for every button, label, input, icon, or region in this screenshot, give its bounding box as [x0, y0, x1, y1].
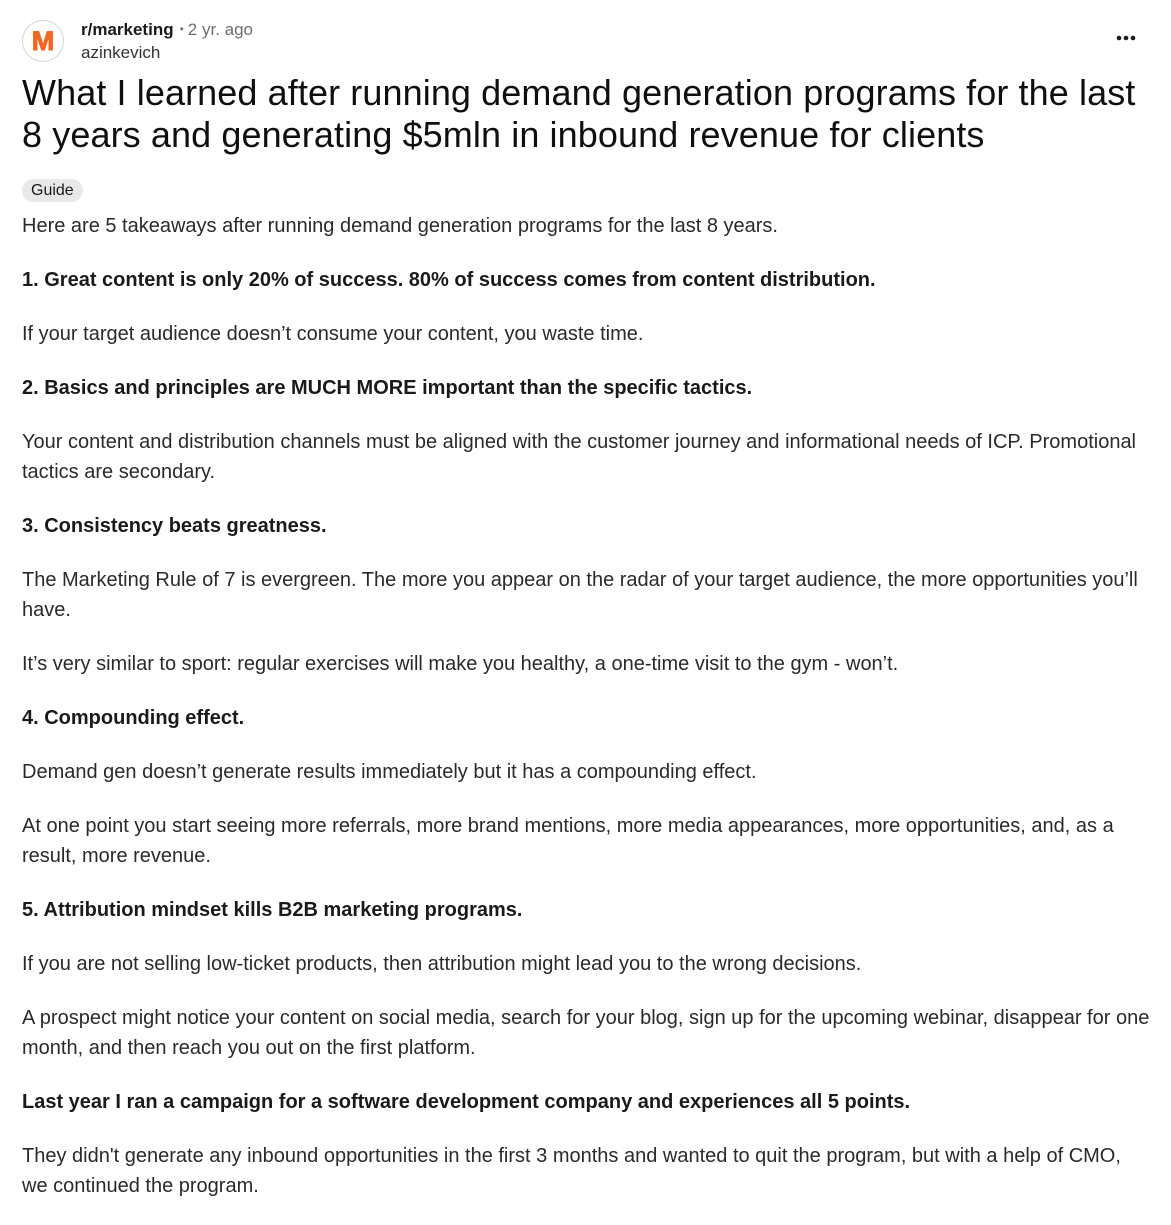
- takeaway-heading: 3. Consistency beats greatness.: [22, 515, 327, 537]
- post-meta: [81, 19, 253, 40]
- post-body: [22, 211, 1152, 1225]
- post-title[interactable]: What I learned after running demand generation programs for the last 8 years and generating $5mln in inbound revenue for clients: [22, 72, 1136, 155]
- body-paragraph: A prospect might notice your content on social media, search for your blog, sign up for the upcoming webinar, disappear for one month, and then reach you out on the first platform.: [22, 1007, 1150, 1059]
- takeaway-heading: 1. Great content is only 20% of success. 80% of success comes from content distribution.: [22, 269, 876, 291]
- body-paragraph: It’s very similar to sport: regular exercises will make you healthy, a one-time visit to the gym - won’t.: [22, 653, 899, 675]
- post-timestamp[interactable]: 2 yr. ago: [187, 20, 254, 39]
- body-paragraph: The Marketing Rule of 7 is evergreen. The more you appear on the radar of your target audience, the more opportunities you’ll have.: [22, 569, 1138, 621]
- body-paragraph: If you are not selling low-ticket products, then attribution might lead you to the wrong decisions.: [22, 953, 862, 975]
- subreddit-logo-icon: [23, 21, 63, 61]
- post-author-link[interactable]: azinkevich: [81, 43, 161, 62]
- takeaway-heading: 5. Attribution mindset kills B2B marketing programs.: [22, 899, 523, 921]
- body-paragraph: Your content and distribution channels must be aligned with the customer journey and informational needs of ICP. Promotional tactics are secondary.: [22, 431, 1137, 483]
- ellipsis-horizontal-icon: [1116, 35, 1136, 41]
- post-flair[interactable]: Guide: [22, 179, 83, 202]
- meta-separator: •: [179, 22, 184, 36]
- body-paragraph: Demand gen doesn’t generate results immediately but it has a compounding effect.: [22, 761, 757, 783]
- body-paragraph: At one point you start seeing more referrals, more brand mentions, more media appearances, more opportunities, and, as a result, more revenue.: [22, 815, 1114, 867]
- subreddit-avatar[interactable]: [22, 20, 64, 62]
- body-paragraph: They didn't generate any inbound opportunities in the first 3 months and wanted to quit the program, but with a help of CMO, we continued the program.: [22, 1145, 1121, 1197]
- overflow-menu-button[interactable]: [1115, 27, 1137, 49]
- post-header: [22, 17, 1147, 65]
- case-study-heading: Last year I ran a campaign for a software development company and experiences all 5 points.: [22, 1091, 911, 1113]
- body-paragraph: If your target audience doesn’t consume your content, you waste time.: [22, 323, 644, 345]
- avatar-letter: M: [31, 26, 55, 56]
- takeaway-heading: 2. Basics and principles are MUCH MORE important than the specific tactics.: [22, 377, 753, 399]
- takeaway-heading: 4. Compounding effect.: [22, 707, 245, 729]
- body-paragraph: Here are 5 takeaways after running demand generation programs for the last 8 years.: [22, 215, 778, 237]
- subreddit-link[interactable]: r/marketing: [81, 20, 174, 39]
